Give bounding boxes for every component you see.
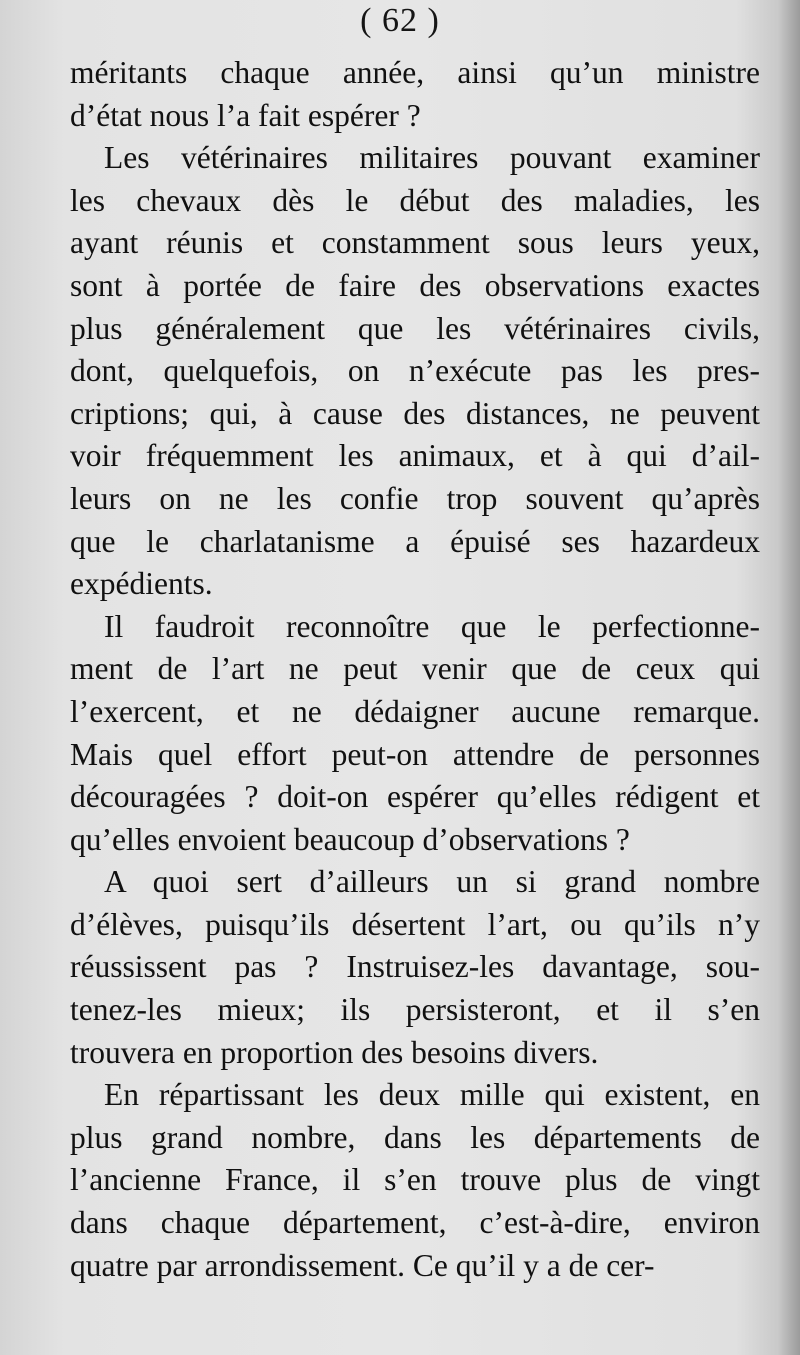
text-line: dont, quelquefois, on n’exécute pas les pres- xyxy=(70,353,760,389)
text-line: réussissent pas ? Instruisez-les davantage, sou- xyxy=(70,949,760,985)
text-line: découragées ? doit-on espérer qu’elles rédigent et xyxy=(70,779,760,815)
text-line: plus grand nombre, dans les départements de xyxy=(70,1119,760,1155)
text-line: A quoi sert d’ailleurs un si grand nombre xyxy=(104,864,760,900)
text-line: méritants chaque année, ainsi qu’un ministre xyxy=(70,55,760,90)
text-line: d’état nous l’a fait espérer ? xyxy=(70,97,421,133)
text-line: d’élèves, puisqu’ils désertent l’art, ou qu’ils n’y xyxy=(70,906,760,942)
text-line: les chevaux dès le début des maladies, les xyxy=(70,182,760,218)
text-line: plus généralement que les vétérinaires civils, xyxy=(70,310,760,346)
text-line: l’exercent, et ne dédaigner aucune remarque. xyxy=(70,693,760,729)
page-edge-shadow xyxy=(778,0,800,1355)
text-line: Les vétérinaires militaires pouvant examiner xyxy=(104,140,760,176)
text-line: qu’elles envoient beaucoup d’observations ? xyxy=(70,821,630,857)
text-line: l’ancienne France, il s’en trouve plus de vingt xyxy=(70,1162,760,1198)
text-line: Mais quel effort peut-on attendre de personnes xyxy=(70,736,760,772)
text-line: que le charlatanisme a épuisé ses hazardeux xyxy=(70,523,760,559)
text-line: ayant réunis et constamment sous leurs yeux, xyxy=(70,225,760,261)
text-line: tenez-les mieux; ils persisteront, et il s’en xyxy=(70,992,760,1028)
text-line: criptions; qui, à cause des distances, ne peuvent xyxy=(70,395,760,431)
text-line: ment de l’art ne peut venir que de ceux qui xyxy=(70,651,760,687)
text-line: trouvera en proportion des besoins divers. xyxy=(70,1034,599,1070)
text-line: sont à portée de faire des observations exactes xyxy=(70,267,760,303)
text-line: leurs on ne les confie trop souvent qu’après xyxy=(70,480,760,516)
text-line: Il faudroit reconnoître que le perfectionne- xyxy=(104,608,760,644)
text-line: En répartissant les deux mille qui existent, en xyxy=(104,1077,760,1113)
body-text xyxy=(70,52,760,1287)
text-line: quatre par arrondissement. Ce qu’il y a de cer- xyxy=(70,1247,655,1283)
text-line: voir fréquemment les animaux, et à qui d’ail- xyxy=(70,438,760,474)
text-line: expédients. xyxy=(70,566,213,602)
page-number: ( 62 ) xyxy=(360,2,440,39)
text-line: dans chaque département, c’est-à-dire, environ xyxy=(70,1205,760,1241)
